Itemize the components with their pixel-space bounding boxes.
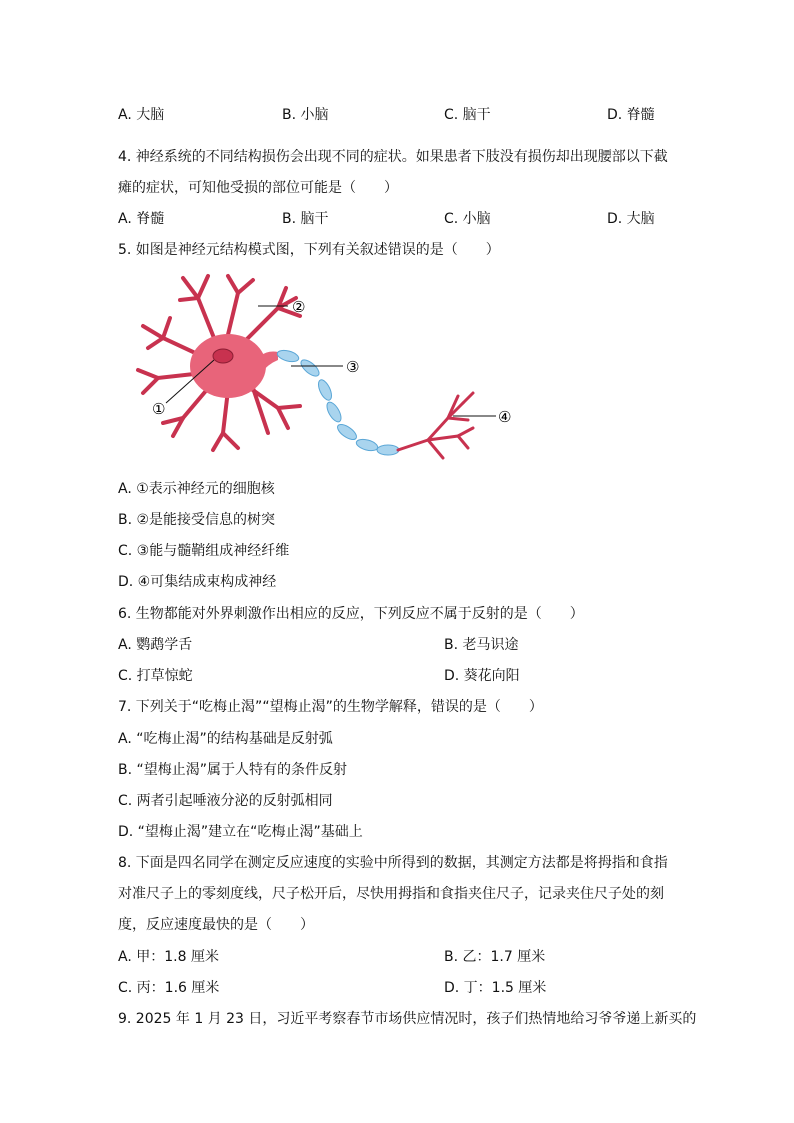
q4-option-d: D. 大脑	[607, 211, 655, 227]
q8-stem-line2: 对准尺子上的零刻度线，尺子松开后，尽快用拇指和食指夹住尺子，记录夹住尺子处的刻	[118, 886, 664, 902]
q3-option-c: C. 脑干	[444, 107, 491, 123]
q7-option-c: C. 两者引起唾液分泌的反射弧相同	[118, 793, 333, 809]
q8-option-a: A. 甲：1.8 厘米	[118, 949, 219, 965]
q3-option-a: A. 大脑	[118, 107, 165, 123]
neuron-diagram	[128, 268, 528, 468]
q5-option-c: C. ③能与髓鞘组成神经纤维	[118, 543, 290, 559]
q7-option-a: A. “吃梅止渴”的结构基础是反射弧	[118, 731, 333, 747]
q5-stem: 5. 如图是神经元结构模式图，下列有关叙述错误的是（ ）	[118, 242, 500, 258]
q4-stem-line1: 4. 神经系统的不同结构损伤会出现不同的症状。如果患者下肢没有损伤却出现腰部以下截	[118, 149, 668, 165]
q7-option-b: B. “望梅止渴”属于人特有的条件反射	[118, 762, 348, 778]
label-1: ①	[152, 400, 166, 418]
nucleus	[213, 349, 233, 363]
label-3: ③	[346, 358, 360, 376]
q6-option-c: C. 打草惊蛇	[118, 668, 193, 684]
q8-stem-line1: 8. 下面是四名同学在测定反应速度的实验中所得到的数据，其测定方法都是将拇指和食指	[118, 855, 668, 871]
label-4: ④	[498, 408, 512, 426]
q5-option-a: A. ①表示神经元的细胞核	[118, 481, 275, 497]
q4-option-a: A. 脊髓	[118, 211, 165, 227]
myelin-sheath	[276, 348, 399, 455]
q6-option-d: D. 葵花向阳	[444, 668, 520, 684]
axon-terminals	[398, 393, 473, 458]
q6-stem: 6. 生物都能对外界刺激作出相应的反应，下列反应不属于反射的是（ ）	[118, 606, 584, 622]
label-2: ②	[292, 298, 306, 316]
q8-option-b: B. 乙：1.7 厘米	[444, 949, 546, 965]
q4-option-b: B. 脑干	[282, 211, 329, 227]
q4-option-c: C. 小脑	[444, 211, 491, 227]
q5-option-b: B. ②是能接受信息的树突	[118, 512, 276, 528]
q9-stem-line1: 9. 2025 年 1 月 23 日，习近平考察春节市场供应情况时，孩子们热情地给习爷爷递上新买的	[118, 1011, 697, 1027]
q8-stem-line3: 度，反应速度最快的是（ ）	[118, 917, 314, 933]
q3-option-d: D. 脊髓	[607, 107, 655, 123]
q8-option-c: C. 丙：1.6 厘米	[118, 980, 220, 996]
q4-stem-line2: 瘫的症状，可知他受损的部位可能是（ ）	[118, 180, 398, 196]
q6-option-a: A. 鹦鹉学舌	[118, 637, 193, 653]
q5-option-d: D. ④可集结成束构成神经	[118, 574, 277, 590]
cell-body	[190, 334, 266, 398]
q8-option-d: D. 丁：1.5 厘米	[444, 980, 547, 996]
q6-option-b: B. 老马识途	[444, 637, 519, 653]
q7-stem: 7. 下列关于“吃梅止渴”“望梅止渴”的生物学解释，错误的是（ ）	[118, 699, 543, 715]
q7-option-d: D. “望梅止渴”建立在“吃梅止渴”基础上	[118, 824, 363, 840]
q3-option-b: B. 小脑	[282, 107, 329, 123]
